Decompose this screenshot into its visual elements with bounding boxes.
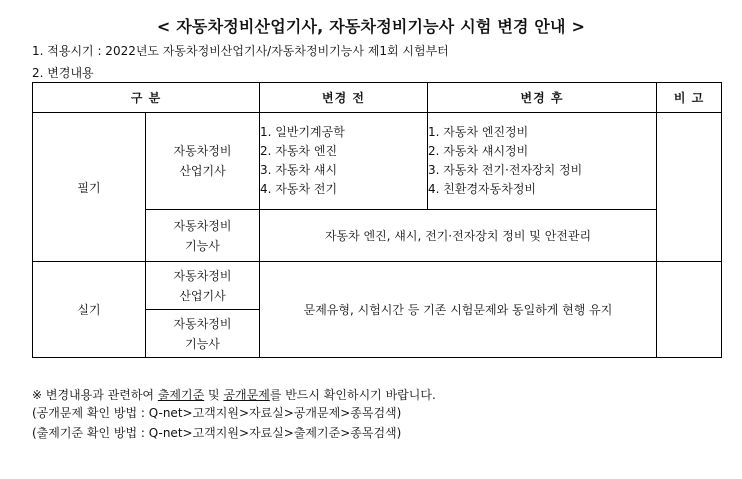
written-label: 필기 (33, 113, 146, 262)
practical-remarks (657, 262, 722, 358)
list-item: 4. 자동차 전기 (260, 182, 338, 196)
list-item: 1. 자동차 엔진정비 (428, 125, 529, 139)
practical-label: 실기 (33, 262, 146, 358)
written-industrial-name (146, 113, 260, 210)
change-table (32, 82, 722, 358)
name-line: 자동차정비 (173, 144, 232, 158)
public-questions-text: 공개문제 (223, 388, 270, 402)
written-industrial-before (260, 113, 428, 210)
exam-criteria-path: (출제기준 확인 방법 : Q-net>고객지원>자료실>출제기준>종목검색) (32, 426, 402, 440)
name-line: 산업기사 (179, 288, 226, 303)
page-title: < 자동차정비산업기사, 자동차정비기능사 시험 변경 안내 > (156, 17, 586, 36)
written-craftsman-name (146, 210, 260, 262)
notice-prefix: ※ 변경내용과 관련하여 (32, 388, 158, 402)
header-category: 구 분 (33, 83, 260, 113)
name-line: 산업기사 (179, 164, 226, 178)
header-remarks: 비 고 (657, 83, 722, 113)
written-industrial-after (428, 113, 657, 210)
list-item: 4. 친환경자동차정비 (428, 182, 537, 196)
written-remarks (657, 113, 722, 262)
notice-mid: 및 (204, 388, 224, 402)
exam-criteria-text: 출제기준 (157, 388, 205, 402)
name-line: 자동차정비 (173, 218, 232, 233)
header-after: 변경 후 (428, 83, 657, 113)
name-line: 자동차정비 (173, 316, 232, 331)
name-line: 기능사 (185, 238, 220, 253)
changes-heading: 2. 변경내용 (32, 66, 94, 80)
list-item: 3. 자동차 섀시 (260, 163, 338, 177)
practical-craftsman-name (146, 310, 260, 358)
notice-text (32, 386, 436, 403)
table-row (33, 113, 722, 210)
list-item: 1. 일반기계공학 (260, 125, 345, 139)
list-item: 2. 자동차 엔진 (260, 144, 338, 158)
list-item: 2. 자동차 섀시정비 (428, 144, 529, 158)
table-header-row (33, 83, 722, 113)
table-row (33, 262, 722, 310)
notice-suffix: 를 반드시 확인하시기 바랍니다. (269, 388, 436, 402)
header-before: 변경 전 (260, 83, 428, 113)
application-period: 1. 적용시기 : 2022년도 자동차정비산업기사/자동차정비기능사 제1회 시험부터 (32, 44, 449, 58)
name-line: 자동차정비 (173, 268, 232, 283)
practical-content: 문제유형, 시험시간 등 기존 시험문제와 동일하게 현행 유지 (260, 262, 657, 358)
public-questions-path: (공개문제 확인 방법 : Q-net>고객지원>자료실>공개문제>종목검색) (32, 406, 402, 420)
practical-industrial-name (146, 262, 260, 310)
written-craftsman-content: 자동차 엔진, 섀시, 전기·전자장치 정비 및 안전관리 (260, 210, 657, 262)
name-line: 기능사 (185, 336, 220, 351)
list-item: 3. 자동차 전기·전자장치 정비 (428, 163, 583, 177)
